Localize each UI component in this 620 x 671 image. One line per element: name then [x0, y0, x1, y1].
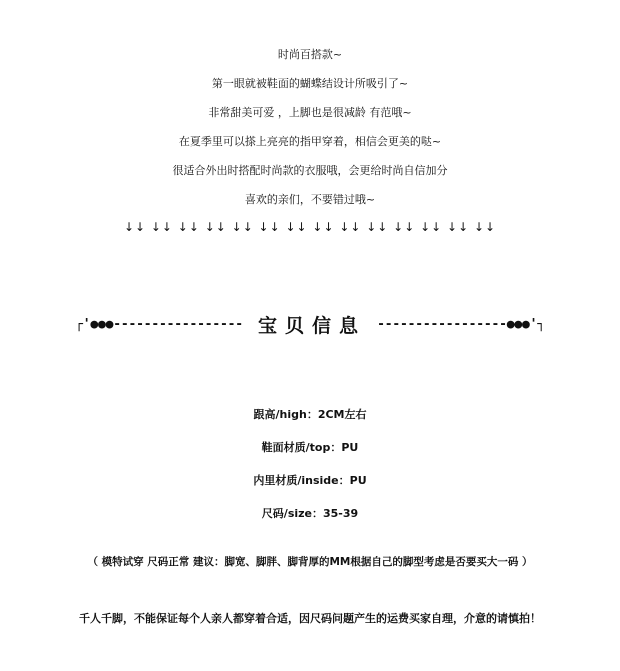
spec-heel-height: 跟高/high：2CM左右 [253, 408, 367, 421]
section-title: 宝贝信息 [257, 315, 366, 337]
intro-text [0, 40, 620, 214]
down-arrows-row: ↓↓ ↓↓ ↓↓ ↓↓ ↓↓ ↓↓ ↓↓ ↓↓ ↓↓ ↓↓ ↓↓ ↓↓ ↓↓ ↓↓ [123, 220, 497, 234]
size-advice: （ 模特试穿 尺码正常 建议：脚宽、脚胖、脚背厚的MM根据自己的脚型考虑是否要买大一码 ） [87, 556, 533, 568]
header-right-decoration: -----------------●●●'┐ [377, 317, 545, 332]
product-specs [0, 398, 620, 530]
spec-size-range: 尺码/size：35-39 [261, 507, 359, 520]
intro-line: 喜欢的亲们，不要错过哦~ [244, 193, 376, 206]
fit-disclaimer: 千人千脚，不能保证每个人亲人都穿着合适，因尺码问题产生的运费买家自理，介意的请慎拍！ [79, 612, 541, 625]
spec-lining-material: 内里材质/inside：PU [253, 474, 367, 487]
spec-upper-material: 鞋面材质/top：PU [261, 441, 359, 454]
section-header [0, 311, 620, 338]
intro-line: 非常甜美可爱 ，上脚也是很减龄 有范哦~ [208, 106, 412, 119]
intro-line: 在夏季里可以搽上亮亮的指甲穿着，相信会更美的哒~ [178, 135, 442, 148]
intro-line: 时尚百搭款~ [277, 48, 343, 61]
header-left-decoration: ┌'●●●----------------- [75, 317, 243, 332]
intro-line: 第一眼就被鞋面的蝴蝶结设计所吸引了~ [211, 77, 409, 90]
intro-line: 很适合外出时搭配时尚款的衣服哦，会更给时尚自信加分 [172, 164, 448, 177]
